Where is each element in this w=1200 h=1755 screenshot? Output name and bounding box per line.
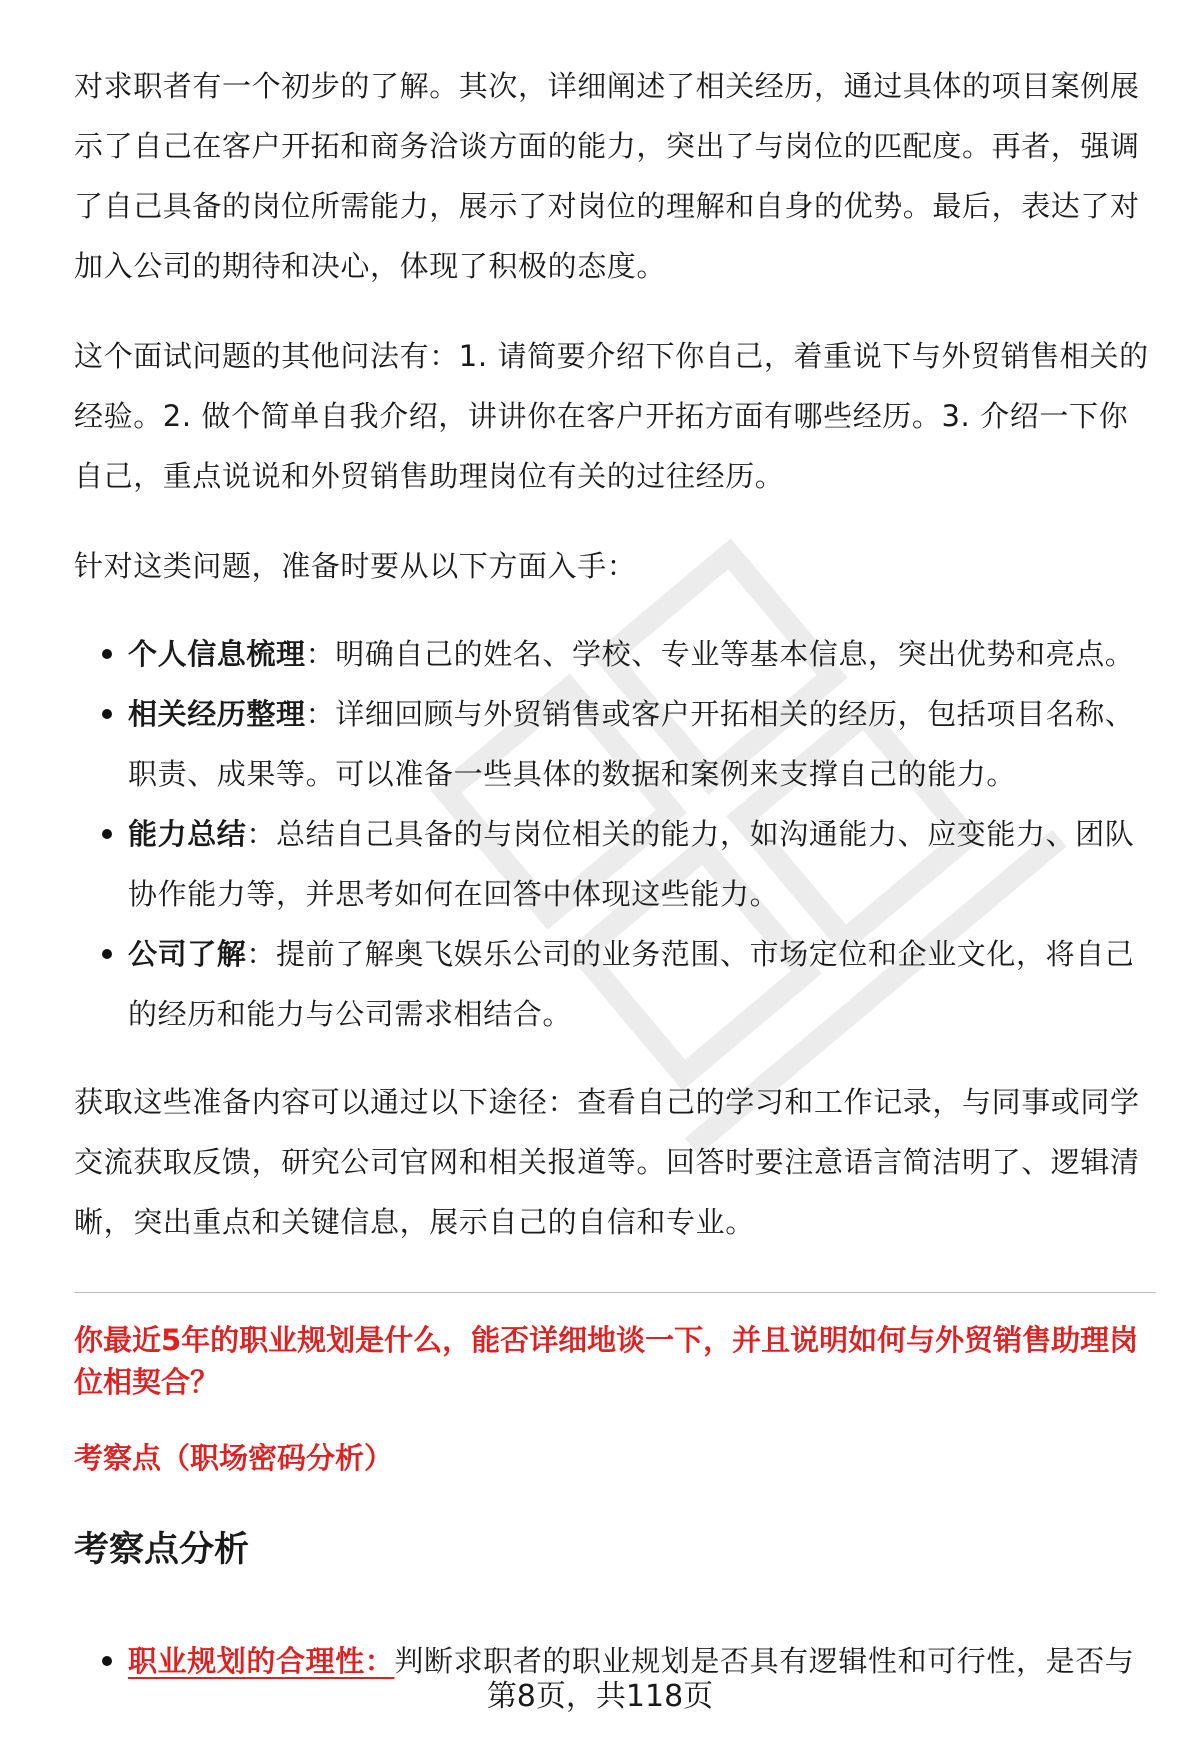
- analysis-heading: 考察点分析: [74, 1530, 250, 1570]
- sources-paragraph: 获取这些准备内容可以通过以下途径：查看自己的学习和工作记录，与同事或同学交流获取反馈，研究公司官网和相关报道等。回答时要注意语言简洁明了、逻辑清晰，突出重点和关键信息，展示自己的自信和专业。: [74, 1085, 1140, 1239]
- prep-intro-paragraph: 针对这类问题，准备时要从以下方面入手：: [74, 549, 637, 583]
- list-item-text: 判断求职者的职业规划是否具有逻辑性和可行性，是否与: [394, 1644, 1135, 1678]
- list-item-text: ：提前了解奥飞娱乐公司的业务范围、市场定位和企业文化，将自己的经历和能力与公司需求相结合。: [128, 937, 1135, 1031]
- question-heading: 你最近5年的职业规划是什么，能否详细地谈一下，并且说明如何与外贸销售助理岗位相契合？: [74, 1323, 1139, 1399]
- document-page: [74, 56, 1156, 1691]
- bullet-icon: [102, 829, 112, 839]
- list-item: [74, 804, 1156, 924]
- bullet-icon: [102, 709, 112, 719]
- list-item: [74, 684, 1156, 804]
- analysis-item-link[interactable]: 职业规划的合理性：: [128, 1644, 395, 1678]
- list-item: [74, 924, 1156, 1044]
- list-item-text: ：明确自己的姓名、学校、专业等基本信息，突出优势和亮点。: [305, 637, 1135, 671]
- question-subheading: 考察点（职场密码分析）: [74, 1441, 394, 1475]
- list-item-text: ：总结自己具备的与岗位相关的能力，如沟通能力、应变能力、团队协作能力等，并思考如何在回答中体现这些能力。: [128, 817, 1135, 911]
- bullet-icon: [102, 949, 112, 959]
- list-item-title: 公司了解: [128, 937, 247, 971]
- list-item-text: ：详细回顾与外贸销售或客户开拓相关的经历，包括项目名称、职责、成果等。可以准备一些具体的数据和案例来支撑自己的能力。: [128, 697, 1135, 791]
- bullet-icon: [102, 649, 112, 659]
- list-item-title: 相关经历整理: [128, 697, 306, 731]
- page-footer: 第8页，共118页: [486, 1679, 714, 1714]
- intro-paragraph: 对求职者有一个初步的了解。其次，详细阐述了相关经历，通过具体的项目案例展示了自己在客户开拓和商务洽谈方面的能力，突出了与岗位的匹配度。再者，强调了自己具备的岗位所需能力，展示了对岗位的理解和自身的优势。最后，表达了对加入公司的期待和决心，体现了积极的态度。: [74, 69, 1140, 283]
- list-item-title: 能力总结: [128, 817, 247, 851]
- alternatives-paragraph: 这个面试问题的其他问法有：1. 请简要介绍下你自己，着重说下与外贸销售相关的经验。2. 做个简单自我介绍，讲讲你在客户开拓方面有哪些经历。3. 介绍一下你自己，重点说说和外贸销售助理岗位有关的过往经历。: [74, 339, 1149, 493]
- list-item: [74, 624, 1156, 684]
- prep-list: [74, 624, 1156, 1044]
- bullet-icon: [102, 1656, 112, 1666]
- list-item-title: 个人信息梳理: [128, 637, 306, 671]
